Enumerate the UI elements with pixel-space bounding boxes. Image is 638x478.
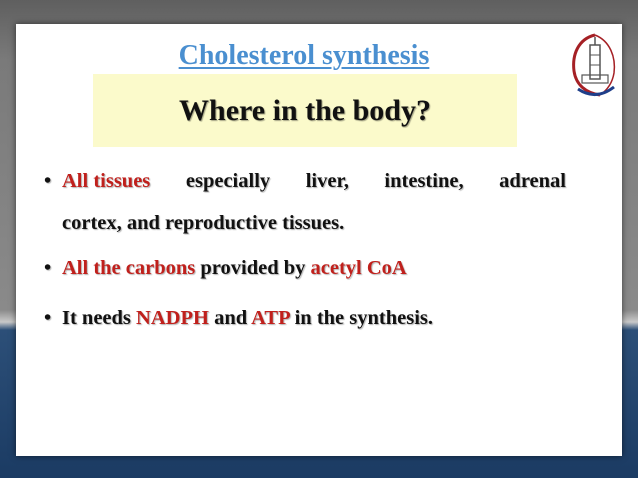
highlight-text: acetyl CoA — [310, 257, 407, 279]
highlight-text: NADPH — [136, 307, 209, 329]
bullet-item-cofactors — [44, 304, 566, 332]
bullet-line: cortex, and reproductive tissues. — [62, 212, 345, 234]
bullet-marker: • — [44, 170, 52, 192]
highlight-text: ATP — [251, 307, 290, 329]
box-heading: Where in the body? — [179, 93, 431, 127]
university-seal-icon — [570, 31, 620, 99]
highlight-text: All the carbons — [62, 257, 196, 279]
bullet-text: provided by — [195, 257, 311, 279]
word: adrenal — [499, 170, 566, 192]
slide-title: Cholesterol synthesis — [178, 40, 430, 71]
bullet-line — [62, 160, 566, 202]
bullet-item-carbons — [44, 254, 566, 282]
highlight-box — [93, 74, 517, 147]
bullet-text: in the synthesis. — [289, 307, 433, 329]
bullet-text: and — [208, 307, 252, 329]
bullet-list — [44, 160, 566, 332]
bullet-item-tissues — [44, 160, 566, 244]
bullet-marker: • — [44, 257, 52, 279]
bullet-text: It needs — [62, 307, 137, 329]
word: especially — [185, 170, 271, 192]
bullet-marker: • — [44, 307, 52, 329]
word: liver, — [305, 170, 349, 192]
word: intestine, — [384, 170, 464, 192]
highlight-text: All tissues — [62, 170, 151, 192]
